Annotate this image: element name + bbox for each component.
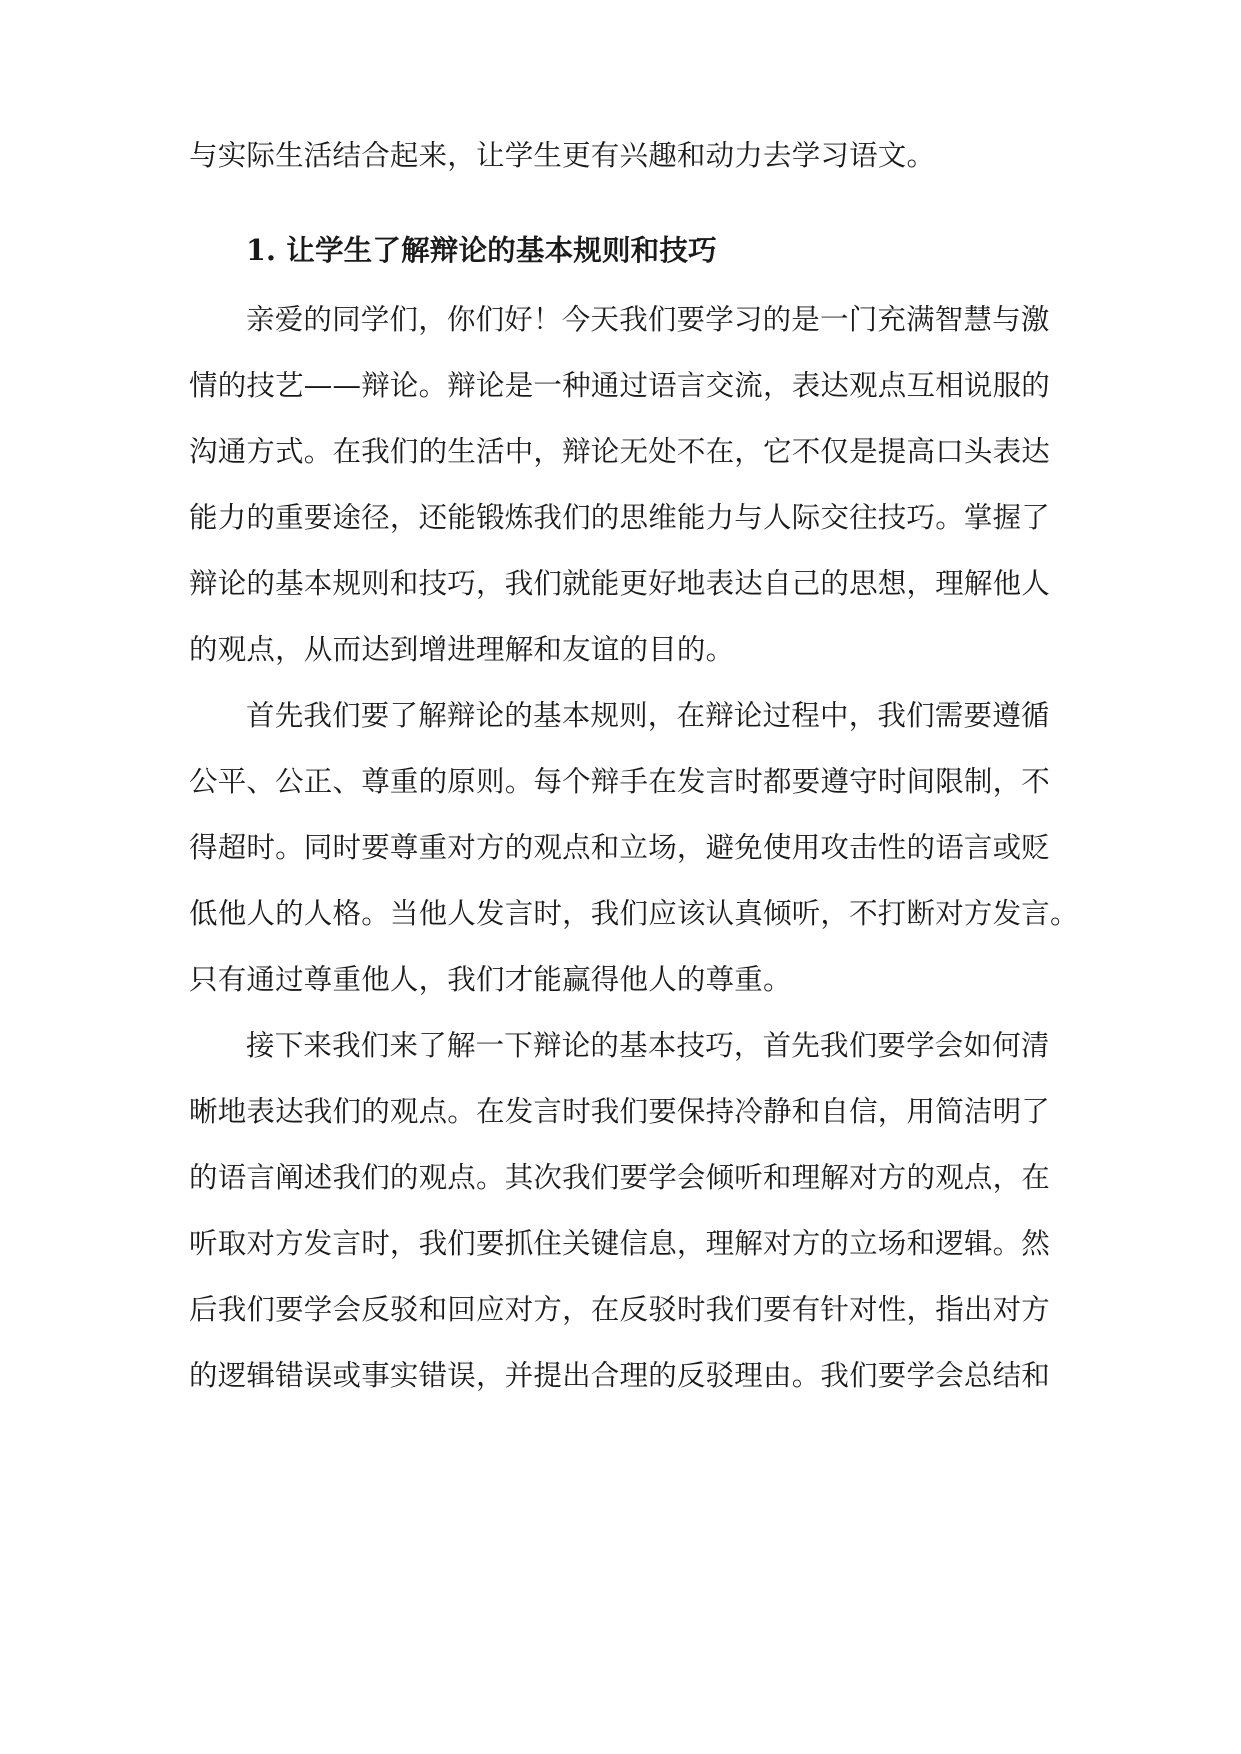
paragraph-line: 只有通过尊重他人，我们才能赢得他人的尊重。: [189, 963, 792, 996]
paragraph-line: 情的技艺——辩论。辩论是一种通过语言交流，表达观点互相说服的: [189, 369, 1051, 402]
paragraph-line: 后我们要学会反驳和回应对方，在反驳时我们要有针对性，指出对方: [189, 1293, 1051, 1326]
paragraph-line: 公平、公正、尊重的原则。每个辩手在发言时都要遵守时间限制，不: [189, 765, 1051, 798]
paragraph-line: 的观点，从而达到增进理解和友谊的目的。: [189, 633, 735, 666]
paragraph-line: 晰地表达我们的观点。在发言时我们要保持冷静和自信，用简洁明了: [189, 1095, 1051, 1128]
paragraph-line: 接下来我们来了解一下辩论的基本技巧，首先我们要学会如何清: [246, 1029, 1050, 1062]
paragraph-line: 首先我们要了解辩论的基本规则，在辩论过程中，我们需要遵循: [246, 699, 1050, 732]
paragraph-line: 沟通方式。在我们的生活中，辩论无处不在，它不仅是提高口头表达: [189, 435, 1051, 468]
paragraph-line: 辩论的基本规则和技巧，我们就能更好地表达自己的思想，理解他人: [189, 567, 1051, 600]
section-heading: 1. 让学生了解辩论的基本规则和技巧: [246, 233, 717, 267]
paragraph-line: 低他人的人格。当他人发言时，我们应该认真倾听，不打断对方发言。: [189, 897, 1079, 930]
paragraph-line: 的逻辑错误或事实错误，并提出合理的反驳理由。我们要学会总结和: [189, 1359, 1051, 1392]
paragraph-line: 听取对方发言时，我们要抓住关键信息，理解对方的立场和逻辑。然: [189, 1227, 1051, 1260]
paragraph-line: 得超时。同时要尊重对方的观点和立场，避免使用攻击性的语言或贬: [189, 831, 1051, 864]
paragraph-line: 的语言阐述我们的观点。其次我们要学会倾听和理解对方的观点，在: [189, 1161, 1051, 1194]
paragraph-line: 亲爱的同学们，你们好！今天我们要学习的是一门充满智慧与激: [246, 303, 1050, 336]
text-line: 与实际生活结合起来，让学生更有兴趣和动力去学习语文。: [189, 139, 936, 172]
paragraph-line: 能力的重要途径，还能锻炼我们的思维能力与人际交往技巧。掌握了: [189, 501, 1051, 534]
